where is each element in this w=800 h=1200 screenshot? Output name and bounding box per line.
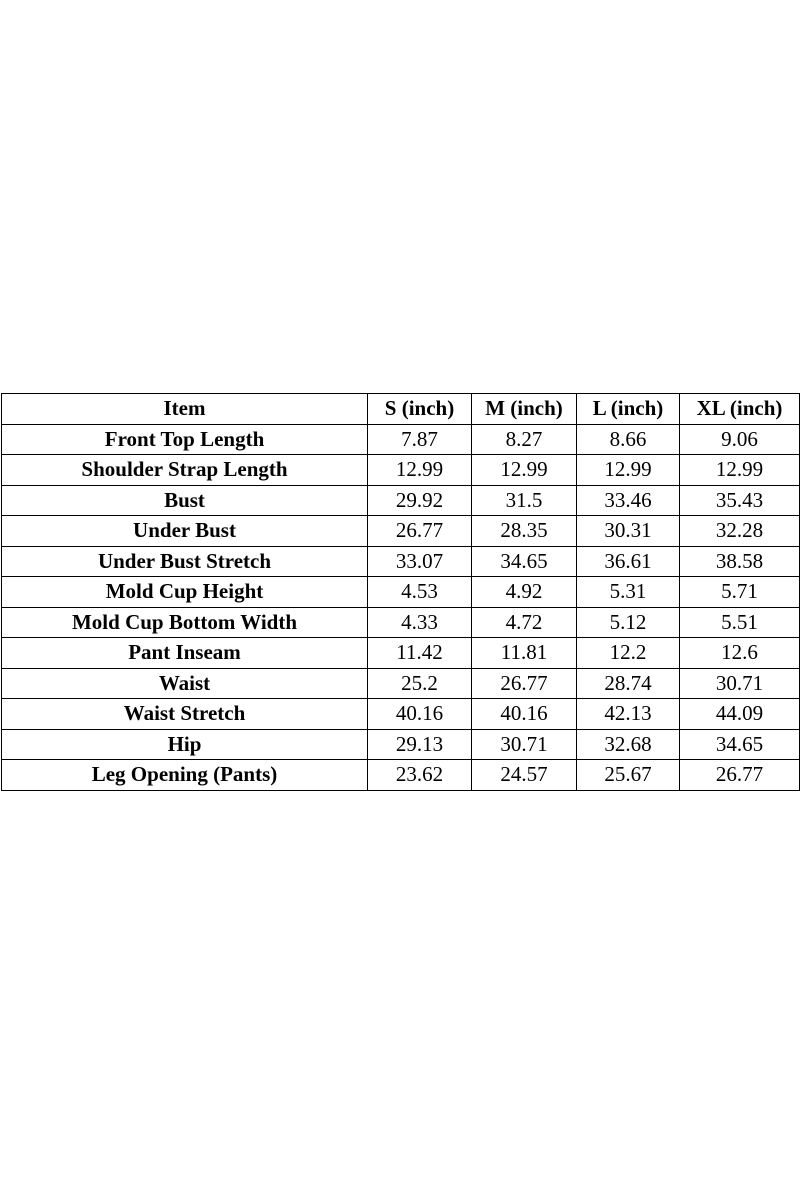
value-cell-s: 23.62	[368, 760, 472, 791]
value-cell-m: 31.5	[472, 485, 577, 516]
item-name-cell: Mold Cup Bottom Width	[2, 607, 368, 638]
value-cell-m: 12.99	[472, 455, 577, 486]
value-cell-m: 26.77	[472, 668, 577, 699]
item-name-cell: Hip	[2, 729, 368, 760]
table-row	[2, 455, 800, 486]
value-cell-xl: 12.99	[680, 455, 800, 486]
value-cell-xl: 5.71	[680, 577, 800, 608]
table-header-row	[2, 394, 800, 425]
item-name-cell: Pant Inseam	[2, 638, 368, 669]
item-name-cell: Waist	[2, 668, 368, 699]
value-cell-xl: 12.6	[680, 638, 800, 669]
value-cell-m: 28.35	[472, 516, 577, 547]
value-cell-m: 4.72	[472, 607, 577, 638]
value-cell-l: 33.46	[577, 485, 680, 516]
value-cell-l: 12.99	[577, 455, 680, 486]
value-cell-m: 34.65	[472, 546, 577, 577]
item-name-cell: Front Top Length	[2, 424, 368, 455]
value-cell-l: 30.31	[577, 516, 680, 547]
table-row	[2, 424, 800, 455]
value-cell-m: 4.92	[472, 577, 577, 608]
value-cell-s: 25.2	[368, 668, 472, 699]
item-name-cell: Under Bust Stretch	[2, 546, 368, 577]
value-cell-xl: 32.28	[680, 516, 800, 547]
column-header-m: M (inch)	[472, 394, 577, 425]
table-row	[2, 546, 800, 577]
size-chart-table	[1, 393, 800, 791]
table-row	[2, 577, 800, 608]
value-cell-xl: 9.06	[680, 424, 800, 455]
column-header-s: S (inch)	[368, 394, 472, 425]
value-cell-m: 8.27	[472, 424, 577, 455]
table-row	[2, 485, 800, 516]
value-cell-s: 29.13	[368, 729, 472, 760]
value-cell-xl: 26.77	[680, 760, 800, 791]
value-cell-l: 5.31	[577, 577, 680, 608]
value-cell-m: 11.81	[472, 638, 577, 669]
item-name-cell: Mold Cup Height	[2, 577, 368, 608]
value-cell-l: 28.74	[577, 668, 680, 699]
value-cell-s: 29.92	[368, 485, 472, 516]
item-name-cell: Leg Opening (Pants)	[2, 760, 368, 791]
value-cell-m: 24.57	[472, 760, 577, 791]
item-name-cell: Under Bust	[2, 516, 368, 547]
value-cell-xl: 5.51	[680, 607, 800, 638]
table-row	[2, 699, 800, 730]
value-cell-xl: 35.43	[680, 485, 800, 516]
value-cell-s: 7.87	[368, 424, 472, 455]
value-cell-l: 36.61	[577, 546, 680, 577]
table-row	[2, 638, 800, 669]
value-cell-l: 42.13	[577, 699, 680, 730]
item-name-cell: Bust	[2, 485, 368, 516]
table-row	[2, 760, 800, 791]
value-cell-xl: 30.71	[680, 668, 800, 699]
column-header-item: Item	[2, 394, 368, 425]
value-cell-l: 5.12	[577, 607, 680, 638]
value-cell-s: 33.07	[368, 546, 472, 577]
value-cell-m: 40.16	[472, 699, 577, 730]
table-row	[2, 516, 800, 547]
table-row	[2, 729, 800, 760]
item-name-cell: Waist Stretch	[2, 699, 368, 730]
value-cell-s: 4.53	[368, 577, 472, 608]
item-name-cell: Shoulder Strap Length	[2, 455, 368, 486]
value-cell-s: 40.16	[368, 699, 472, 730]
table-row	[2, 607, 800, 638]
value-cell-l: 12.2	[577, 638, 680, 669]
value-cell-l: 25.67	[577, 760, 680, 791]
value-cell-s: 11.42	[368, 638, 472, 669]
value-cell-xl: 44.09	[680, 699, 800, 730]
column-header-xl: XL (inch)	[680, 394, 800, 425]
table-row	[2, 668, 800, 699]
value-cell-l: 32.68	[577, 729, 680, 760]
value-cell-l: 8.66	[577, 424, 680, 455]
value-cell-s: 4.33	[368, 607, 472, 638]
value-cell-s: 26.77	[368, 516, 472, 547]
value-cell-m: 30.71	[472, 729, 577, 760]
column-header-l: L (inch)	[577, 394, 680, 425]
value-cell-xl: 38.58	[680, 546, 800, 577]
value-cell-s: 12.99	[368, 455, 472, 486]
value-cell-xl: 34.65	[680, 729, 800, 760]
